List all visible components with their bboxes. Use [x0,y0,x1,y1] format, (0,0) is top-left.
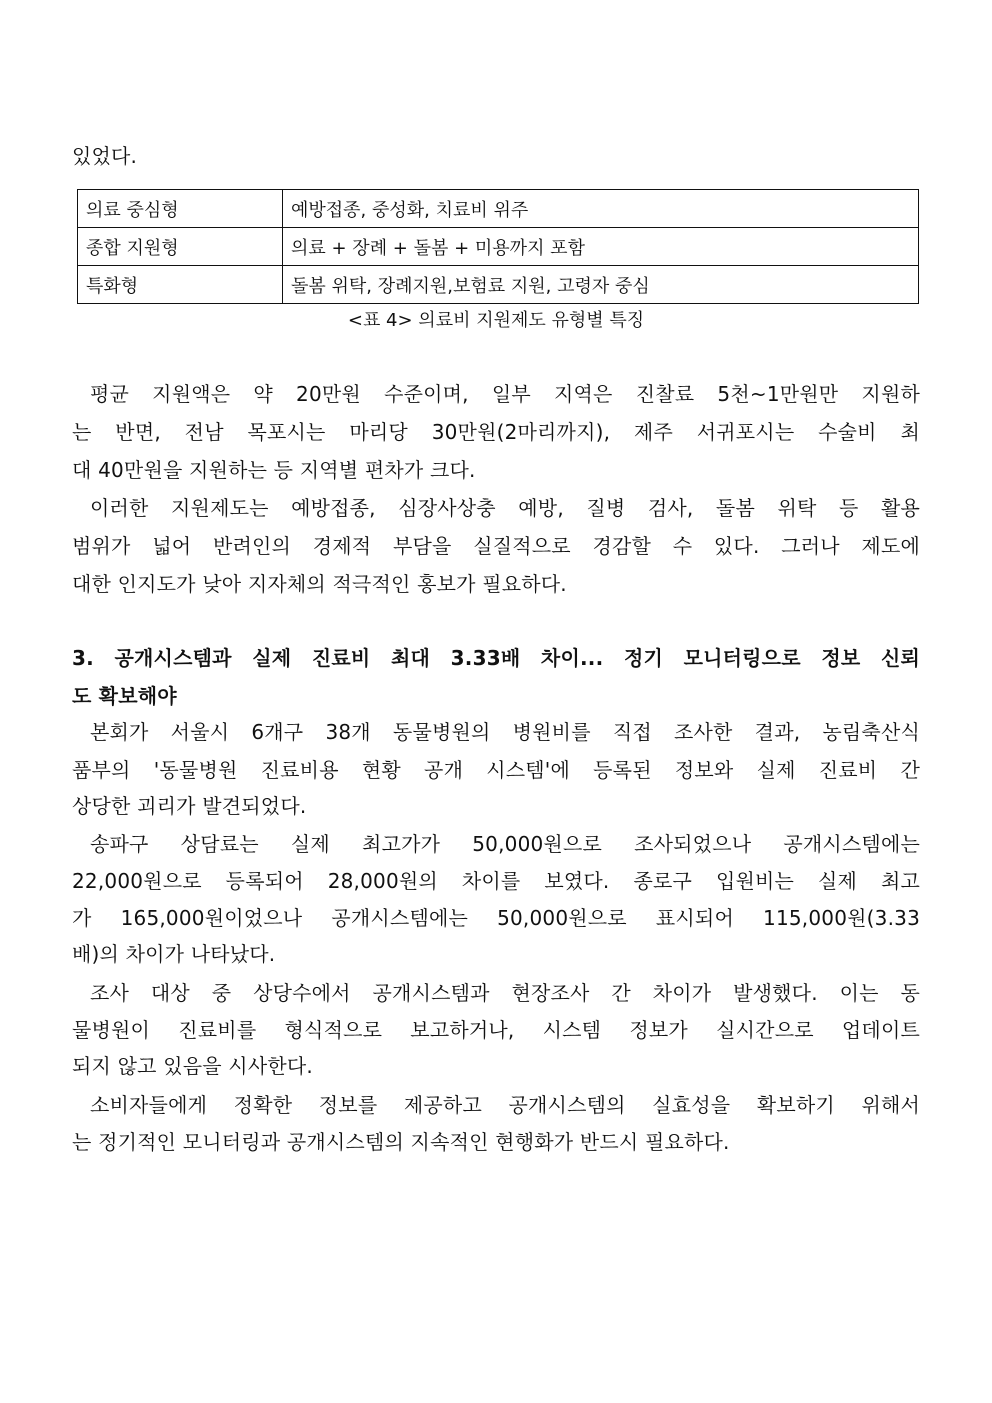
table-row [78,228,919,266]
table-caption: <표 4> 의료비 지원제도 유형별 특징 [347,310,645,331]
section-heading: 3. 공개시스템과 실제 진료비 최대 3.33배 차이... 정기 모니터링으로 정보 신뢰 [72,646,920,670]
paragraph-line: 품부의 '동물병원 진료비용 현황 공개 시스템'에 등록된 정보와 실제 진료비 간 [72,758,920,782]
paragraph-line: 범위가 넓어 반려인의 경제적 부담을 실질적으로 경감할 수 있다. 그러나 제도에 [72,534,920,558]
paragraph-line: 조사 대상 중 상당수에서 공개시스템과 현장조사 간 차이가 발생했다. 이는 동 [90,981,920,1005]
paragraph-line: 22,000원으로 등록되어 28,000원의 차이를 보였다. 종로구 입원비는 실제 최고 [72,869,920,893]
table-row [78,266,919,304]
paragraph-line: 물병원이 진료비를 형식적으로 보고하거나, 시스템 정보가 실시간으로 업데이트 [72,1018,920,1042]
paragraph-line: 가 165,000원이었으나 공개시스템에는 50,000원으로 표시되어 115,000원(3.33 [72,906,920,930]
support-type-table [77,189,919,304]
paragraph-line: 송파구 상담료는 실제 최고가가 50,000원으로 조사되었으나 공개시스템에는 [90,832,920,856]
table-cell-type: 종합 지원형 [78,228,283,266]
paragraph-line: 배)의 차이가 나타났다. [72,942,276,966]
paragraph-line: 는 반면, 전남 목포시는 마리당 30만원(2마리까지), 제주 서귀포시는 수술비 최 [72,420,920,444]
paragraph-line: 본회가 서울시 6개구 38개 동물병원의 병원비를 직접 조사한 결과, 농림축산식 [90,720,920,744]
paragraph-line: 평균 지원액은 약 20만원 수준이며, 일부 지역은 진찰료 5천~1만원만 지원하 [90,382,920,406]
table-cell-type: 의료 중심형 [78,190,283,228]
paragraph-line: 소비자들에게 정확한 정보를 제공하고 공개시스템의 실효성을 확보하기 위해서 [90,1093,920,1117]
paragraph-line: 되지 않고 있음을 시사한다. [72,1054,313,1078]
paragraph-line: 는 정기적인 모니터링과 공개시스템의 지속적인 현행화가 반드시 필요하다. [72,1130,730,1154]
intro-line: 있었다. [72,144,138,168]
paragraph-line: 상당한 괴리가 발견되었다. [72,794,307,818]
paragraph-line: 이러한 지원제도는 예방접종, 심장사상충 예방, 질병 검사, 돌봄 위탁 등 활용 [90,496,920,520]
table-cell-desc: 예방접종, 중성화, 치료비 위주 [283,190,919,228]
table-cell-desc: 돌봄 위탁, 장례지원,보험료 지원, 고령자 중심 [283,266,919,304]
section-heading: 도 확보해야 [72,684,177,708]
table-cell-desc: 의료 + 장례 + 돌봄 + 미용까지 포함 [283,228,919,266]
table-row [78,190,919,228]
table-cell-type: 특화형 [78,266,283,304]
paragraph-line: 대 40만원을 지원하는 등 지역별 편차가 크다. [72,458,476,482]
paragraph-line: 대한 인지도가 낮아 지자체의 적극적인 홍보가 필요하다. [72,572,567,596]
